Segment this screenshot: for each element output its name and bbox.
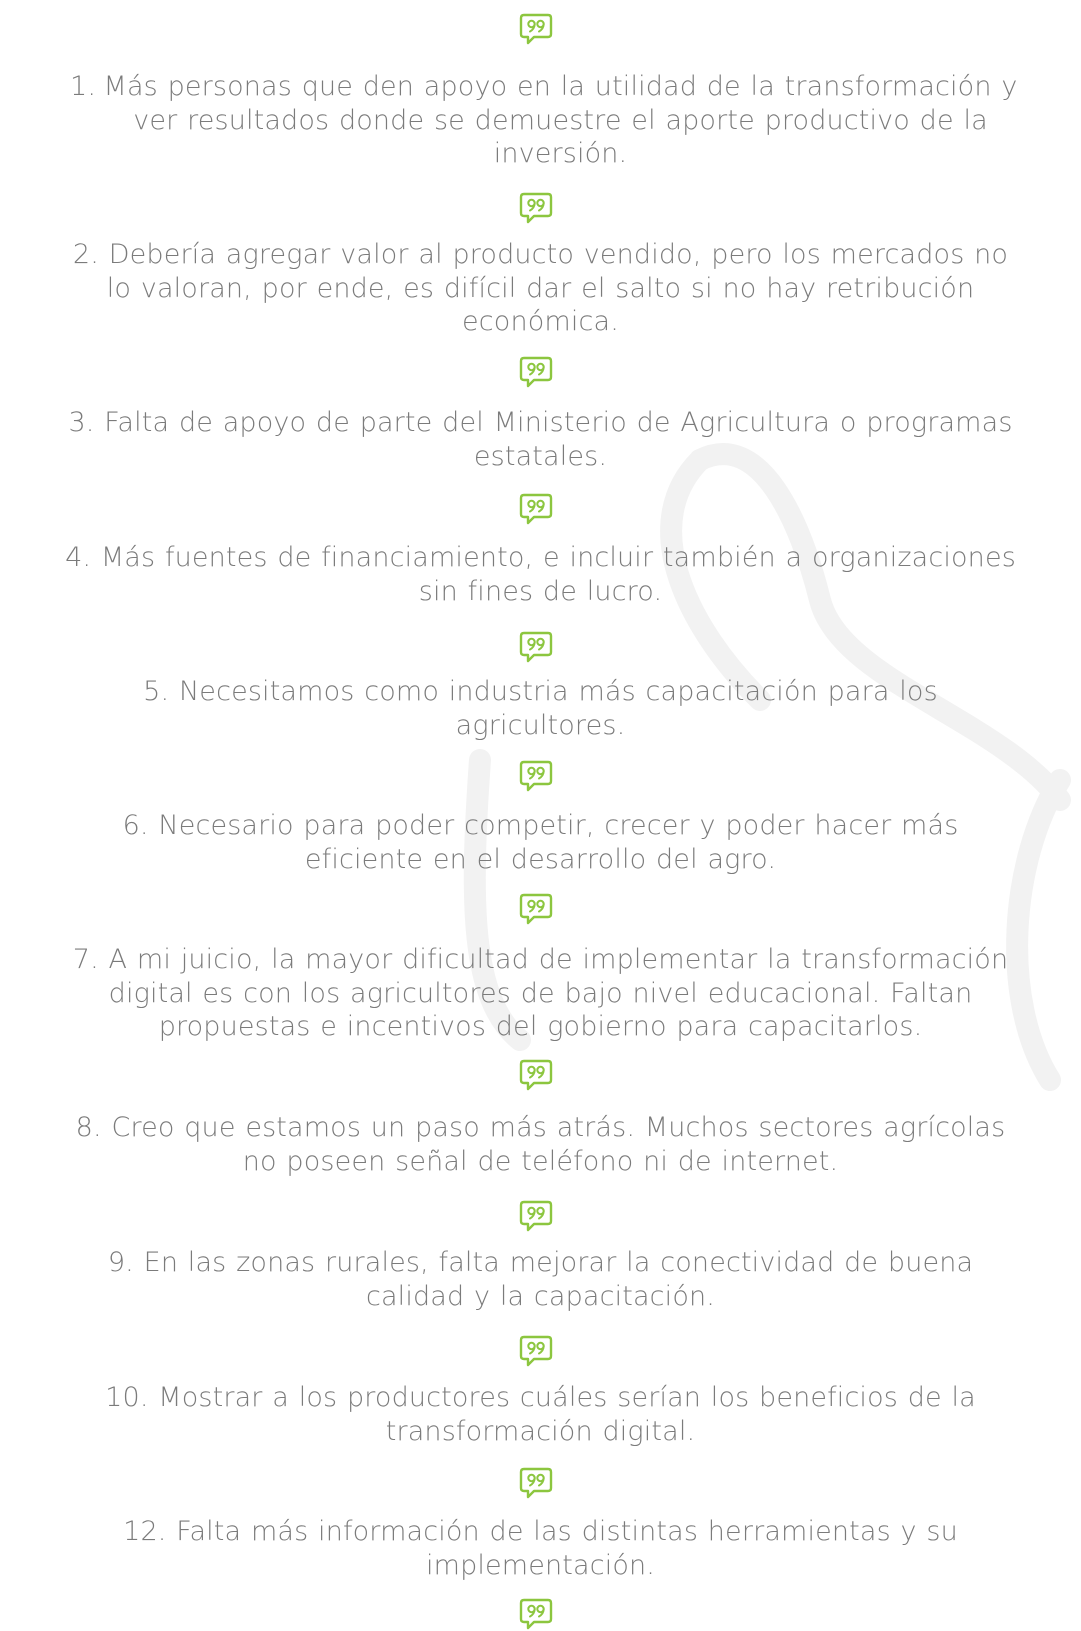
quote-bubble-icon [519, 492, 553, 526]
comment-10: 10. Mostrar a los productores cuáles serían los beneficios de la transformación digital. [105, 1382, 976, 1447]
comment-1-text: Más personas que den apoyo en la utilidad de la transformación y ver resultados donde se demuestre el aporte productivo de la inversión. [103, 71, 1018, 169]
comment-12: 12. Falta más información de las distintas herramientas y su implementación. [123, 1516, 958, 1581]
quote-bubble-icon [519, 355, 553, 389]
comment-4: 4. Más fuentes de financiamiento, e incluir también a organizaciones sin fines de lucro. [65, 542, 1016, 607]
comment-8: 8. Creo que estamos un paso más atrás. Muchos sectores agrícolas no poseen señal de teléfono ni de internet. [75, 1112, 1006, 1177]
comment-6: 6. Necesario para poder competir, crecer y poder hacer más eficiente en el desarrollo del agro. [122, 810, 959, 875]
comment-5: 5. Necesitamos como industria más capacitación para los agricultores. [143, 676, 938, 741]
comment-3: 3. Falta de apoyo de parte del Ministerio de Agricultura o programas estatales. [68, 407, 1013, 472]
quote-bubble-icon [519, 1466, 553, 1500]
comment-2: 2. Debería agregar valor al producto vendido, pero los mercados no lo valoran, por ende, es difícil dar el salto si no hay retribución económica. [72, 239, 1009, 337]
quote-bubble-icon [519, 759, 553, 793]
quote-bubble-icon [519, 191, 553, 225]
comment-1 [60, 70, 1021, 171]
quote-bubble-icon [519, 1334, 553, 1368]
comment-1-number: 1. [70, 71, 97, 102]
comment-9: 9. En las zonas rurales, falta mejorar la conectividad de buena calidad y la capacitación. [107, 1247, 974, 1312]
quote-bubble-icon [519, 1199, 553, 1233]
quote-bubble-icon [519, 1597, 553, 1631]
comment-7: 7. A mi juicio, la mayor dificultad de implementar la transformación digital es con los agricultores de bajo nivel educacional. Faltan propuestas e incentivos del gobierno para capacitarlos. [72, 944, 1009, 1042]
quote-bubble-icon [519, 892, 553, 926]
quote-bubble-icon [519, 12, 553, 46]
quote-bubble-icon [519, 1058, 553, 1092]
quote-bubble-icon [519, 630, 553, 664]
